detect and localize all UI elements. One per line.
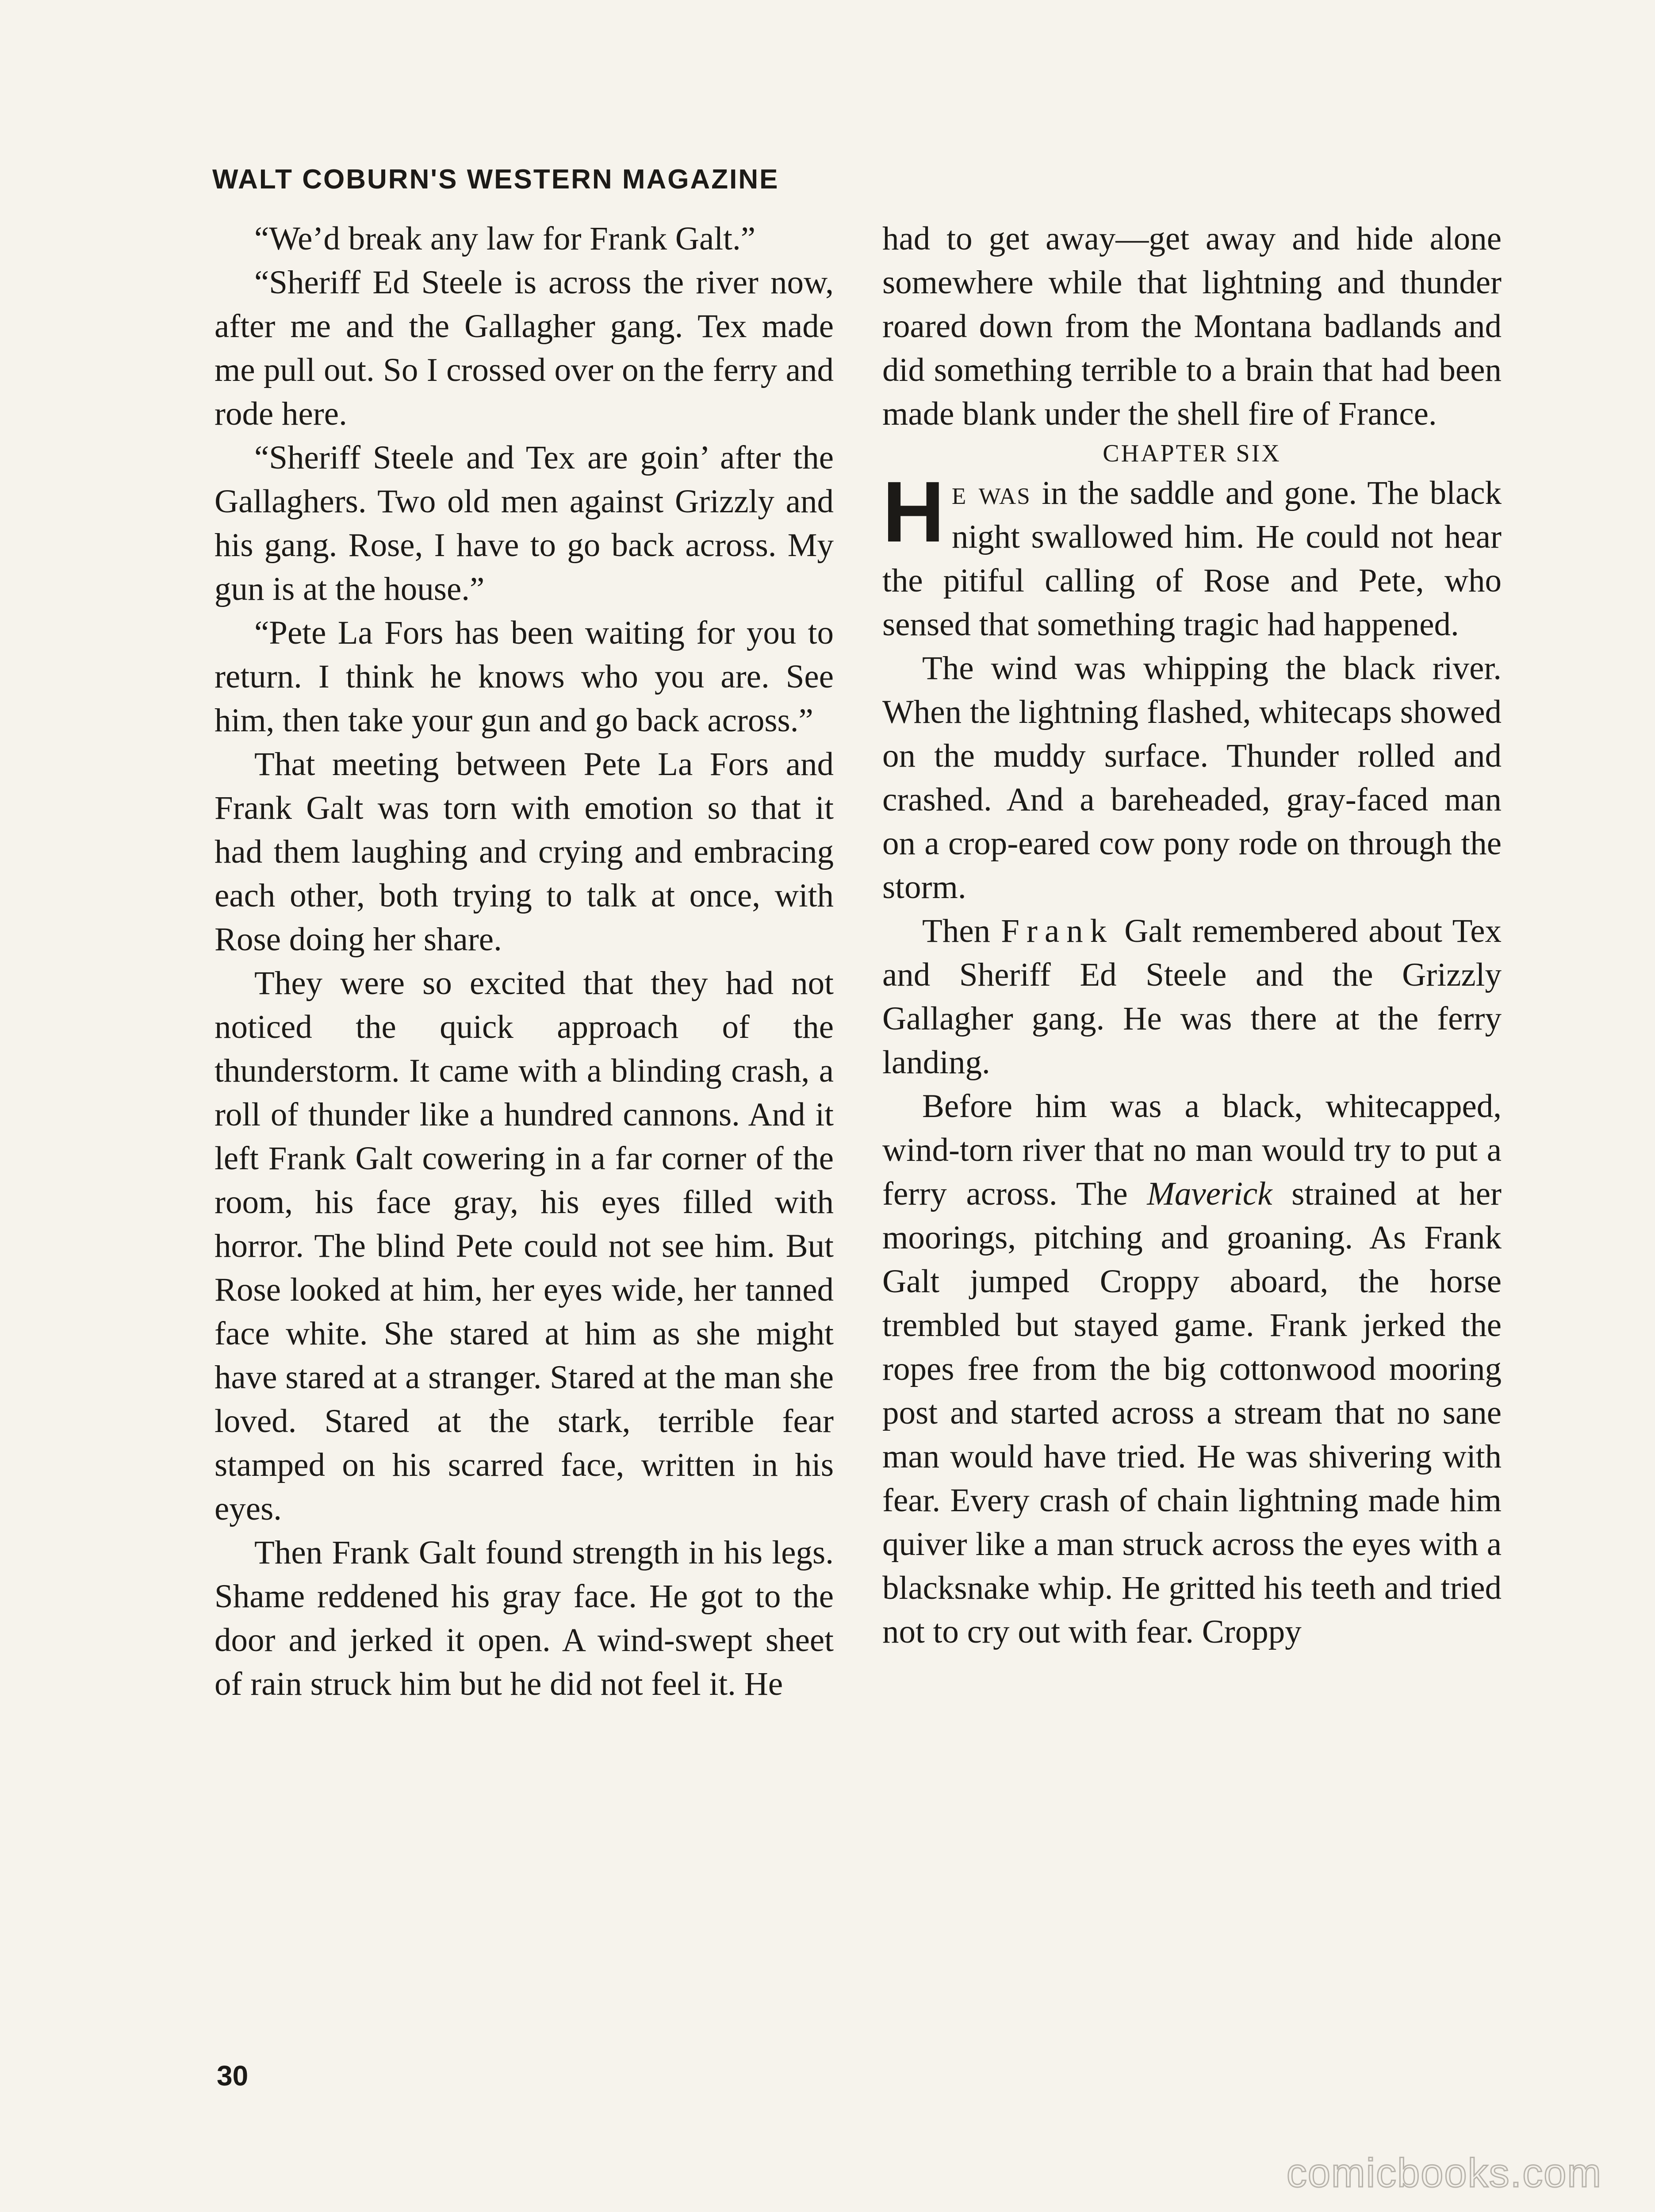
ship-name: Maverick bbox=[1147, 1175, 1272, 1212]
paragraph bbox=[882, 909, 1502, 1084]
paragraph: “We’d break any law for Frank Galt.” bbox=[254, 220, 756, 257]
paragraph: The wind was whipping the black river. When the lightning flashed, whitecaps showed on the muddy surface. Thunder rolled and crashed. And a bareheaded, gray-faced man on a crop-eared cow pony rode on through the storm. bbox=[882, 650, 1502, 906]
page-number: 30 bbox=[217, 2060, 249, 2092]
paragraph: They were so excited that they had not noticed the quick approach of the thunderstorm. It came with a blinding crash, a roll of thunder like a hundred cannons. And it left Frank Galt cowering in a far corner of the room, his face gray, his eyes filled with horror. The blind Pete could not see him. But Rose looked at him, her eyes wide, her tanned face white. She stared at him as she might have stared at a stranger. Stared at the man she loved. Stared at the stark, terrible fear stamped on his scarred face, written in his eyes. bbox=[215, 965, 834, 1527]
paragraph-lead: Before him was a black, whitecapped, wind-torn river that no man would try to put a ferry across. The bbox=[882, 1088, 1502, 1212]
paragraph: Then Frank Galt found strength in his legs. Shame reddened his gray face. He got to the door and jerked it open. A wind-swept sheet of rain struck him but he did not feel it. He bbox=[215, 1534, 834, 1702]
paragraph: “Pete La Fors has been waiting for you to return. I think he knows who you are. See him, then take your gun and go back across.” bbox=[215, 614, 834, 739]
paragraph: “Sheriff Steele and Tex are goin’ after the Gallaghers. Two old men against Grizzly and his gang. Rose, I have to go back across. My gun is at the house.” bbox=[215, 439, 834, 607]
paragraph bbox=[882, 1084, 1502, 1654]
paragraph-rest: Galt remembered about Tex and Sheriff Ed Steele and the Grizzly Gallagher gang. He was there at the ferry landing. bbox=[882, 913, 1502, 1081]
letter-spaced-name: Frank bbox=[1001, 913, 1114, 949]
drop-cap: H bbox=[882, 464, 945, 560]
paragraph: “Sheriff Ed Steele is across the river now, after me and the Gallagher gang. Tex made me pull out. So I crossed over on the ferry and rode here. bbox=[215, 264, 834, 432]
small-caps-lead: e was bbox=[951, 475, 1031, 511]
running-head: WALT COBURN'S WESTERN MAGAZINE bbox=[212, 164, 779, 195]
paragraph: That meeting between Pete La Fors and Frank Galt was torn with emotion so that it had them laughing and crying and embracing each other, both trying to talk at once, with Rose doing her share. bbox=[215, 746, 834, 958]
chapter-opening-paragraph bbox=[882, 464, 1502, 646]
left-column bbox=[215, 217, 834, 1706]
paragraph-lead: Then bbox=[922, 913, 1001, 949]
chapter-heading: CHAPTER SIX bbox=[1103, 440, 1281, 467]
watermark: comicbooks.com bbox=[1286, 2151, 1602, 2196]
right-column bbox=[882, 217, 1502, 1654]
paragraph-rest: strained at her moorings, pitching and groaning. As Frank Galt jumped Croppy aboard, the horse trembled but stayed game. Frank jerked the ropes free from the big cottonwood mooring post and started across a stream that no sane man would have tried. He was shivering with fear. Every crash of chain lightning made him quiver like a man struck across the eyes with a blacksnake whip. He gritted his teeth and tried not to cry out with fear. Croppy bbox=[882, 1175, 1502, 1650]
paragraph-continuation: had to get away—get away and hide alone somewhere while that lightning and thunder roared down from the Montana badlands and did something terrible to a brain that had been made blank under the shell fire of France. bbox=[882, 220, 1502, 432]
opening-text: in the saddle and gone. The black night swallowed him. He could not hear the pitiful calling of Rose and Pete, who sensed that something tragic had happened. bbox=[882, 475, 1502, 643]
